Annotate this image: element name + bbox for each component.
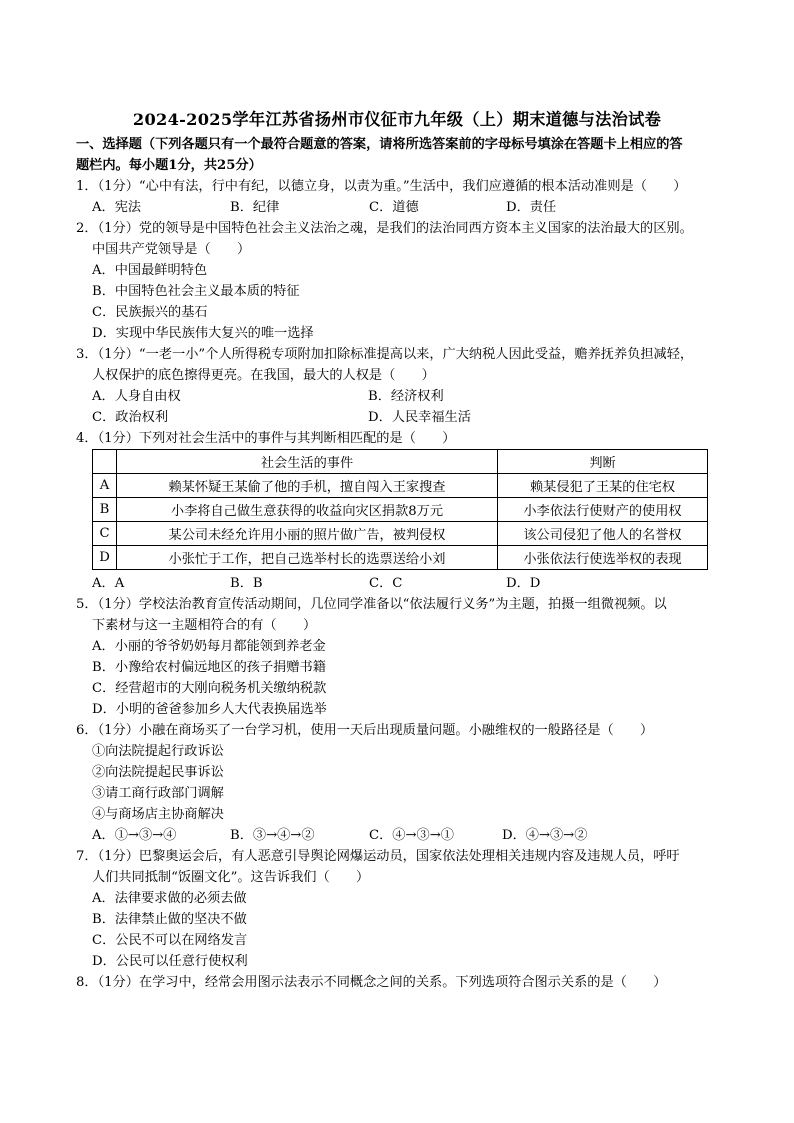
table-header-cell: 判断 bbox=[498, 450, 708, 474]
table-cell: D bbox=[93, 546, 117, 570]
table-cell: 该公司侵犯了他人的名誉权 bbox=[498, 522, 708, 546]
q8-stem: 8．（1分）在学习中，经常会用图示法表示不同概念之间的关系。下列选项符合图示关系的是（ ） bbox=[76, 975, 667, 990]
q5-stem-line2: 下素材与这一主题相符合的有（ ） bbox=[92, 618, 317, 633]
q7-option-a: A．法律要求做的必须去做 bbox=[92, 891, 247, 906]
table-cell: 小李依法行使财产的使用权 bbox=[498, 498, 708, 522]
table-cell: 小张忙于工作，把自己选举村长的选票送给小刘 bbox=[117, 546, 498, 570]
exam-title: 2024-2025学年江苏省扬州市仪征市九年级（上）期末道德与法治试卷 bbox=[132, 110, 662, 129]
table-cell: A bbox=[93, 474, 117, 498]
q2-stem-line2: 中国共产党领导是（ ） bbox=[92, 242, 251, 257]
table-cell: 某公司未经允许用小丽的照片做广告，被判侵权 bbox=[117, 522, 498, 546]
q3-option-a: A．人身自由权 bbox=[92, 389, 181, 404]
q4-option-d: D．D bbox=[506, 576, 541, 591]
q4-option-a: A．A bbox=[92, 576, 125, 591]
q1-option-a: A．宪法 bbox=[92, 200, 142, 215]
q3-stem-line2: 人权保护的底色擦得更亮。在我国，最大的人权是（ ） bbox=[92, 368, 435, 383]
q7-option-b: B．法律禁止做的坚决不做 bbox=[92, 912, 247, 927]
table-cell: B bbox=[93, 498, 117, 522]
q6-stem: 6．（1分）小融在商场买了一台学习机，使用一天后出现质量问题。小融维权的一般路径是（ ） bbox=[76, 723, 654, 738]
q2-option-a: A．中国最鲜明特色 bbox=[92, 263, 208, 278]
q6-option-c: C．④→③→① bbox=[369, 828, 454, 843]
q1-option-d: D．责任 bbox=[506, 200, 557, 215]
table-row bbox=[93, 498, 708, 522]
q5-option-b: B．小豫给农村偏远地区的孩子捐赠书籍 bbox=[92, 660, 326, 675]
q1-option-c: C．道德 bbox=[369, 200, 419, 215]
q5-option-d: D．小明的爸爸参加乡人大代表换届选举 bbox=[92, 702, 327, 717]
q3-option-d: D．人民幸福生活 bbox=[368, 410, 471, 425]
q2-option-d: D．实现中华民族伟大复兴的唯一选择 bbox=[92, 326, 314, 341]
q4-option-c: C．C bbox=[369, 576, 403, 591]
q5-option-c: C．经营超市的大刚向税务机关缴纳税款 bbox=[92, 681, 327, 696]
table-cell: 赖某侵犯了王某的住宅权 bbox=[498, 474, 708, 498]
q7-stem-line1: 7．（1分）巴黎奥运会后，有人恶意引导舆论网爆运动员，国家依法处理相关违规内容及违规人员，呼吁 bbox=[76, 849, 680, 864]
q4-stem: 4．（1分）下列对社会生活中的事件与其判断相匹配的是（ ） bbox=[76, 431, 456, 446]
q4-table bbox=[92, 449, 708, 570]
section-heading-line1: 一、选择题（下列各题只有一个最符合题意的答案，请将所选答案前的字母标号填涂在答题卡上相应的答 bbox=[76, 137, 683, 152]
table-header-row bbox=[93, 450, 708, 474]
table-header-cell: 社会生活的事件 bbox=[117, 450, 498, 474]
q1-stem: 1．（1分）“心中有法，行中有纪，以德立身，以责为重。”生活中，我们应遵循的根本活动准则是（ ） bbox=[76, 179, 687, 194]
q6-item-2: ②向法院提起民事诉讼 bbox=[92, 765, 224, 780]
q6-item-4: ④与商场店主协商解决 bbox=[92, 807, 224, 822]
q5-stem-line1: 5．（1分）学校法治教育宣传活动期间，几位同学准备以“依法履行义务”为主题，拍摄一组微视频。以 bbox=[76, 597, 667, 612]
q7-stem-line2: 人们共同抵制“饭圈文化”。这告诉我们（ ） bbox=[92, 870, 370, 885]
table-cell: 小李将自己做生意获得的收益向灾区捐款8万元 bbox=[117, 498, 498, 522]
q7-option-c: C．公民不可以在网络发言 bbox=[92, 933, 248, 948]
q3-option-b: B．经济权利 bbox=[368, 389, 444, 404]
table-row bbox=[93, 546, 708, 570]
q3-stem-line1: 3．（1分）“一老一小”个人所得税专项附加扣除标准提高以来，广大纳税人因此受益，赡养抚养负担减轻， bbox=[76, 347, 694, 362]
table-header-cell bbox=[93, 450, 117, 474]
q5-option-a: A．小丽的爷爷奶奶每月都能领到养老金 bbox=[92, 639, 326, 654]
q6-option-b: B．③→④→② bbox=[230, 828, 315, 843]
q3-option-c: C．政治权利 bbox=[92, 410, 169, 425]
q7-option-d: D．公民可以任意行使权利 bbox=[92, 954, 248, 969]
q2-option-b: B．中国特色社会主义最本质的特征 bbox=[92, 284, 300, 299]
table-cell: 小张依法行使选举权的表现 bbox=[498, 546, 708, 570]
table-row bbox=[93, 522, 708, 546]
q4-option-b: B．B bbox=[230, 576, 263, 591]
q6-option-a: A．①→③→④ bbox=[92, 828, 177, 843]
q6-item-1: ①向法院提起行政诉讼 bbox=[92, 744, 224, 759]
q1-option-b: B．纪律 bbox=[230, 200, 280, 215]
q2-stem-line1: 2．（1分）党的领导是中国特色社会主义法治之魂，是我们的法治同西方资本主义国家的法治最大的区别。 bbox=[76, 221, 693, 236]
q6-item-3: ③请工商行政部门调解 bbox=[92, 786, 224, 801]
q6-option-d: D．④→③→② bbox=[502, 828, 588, 843]
table-cell: 赖某怀疑王某偷了他的手机，擅自闯入王家搜查 bbox=[117, 474, 498, 498]
q2-option-c: C．民族振兴的基石 bbox=[92, 305, 208, 320]
table-cell: C bbox=[93, 522, 117, 546]
table-row bbox=[93, 474, 708, 498]
section-heading-line2: 题栏内。每小题1分，共25分） bbox=[76, 158, 262, 173]
